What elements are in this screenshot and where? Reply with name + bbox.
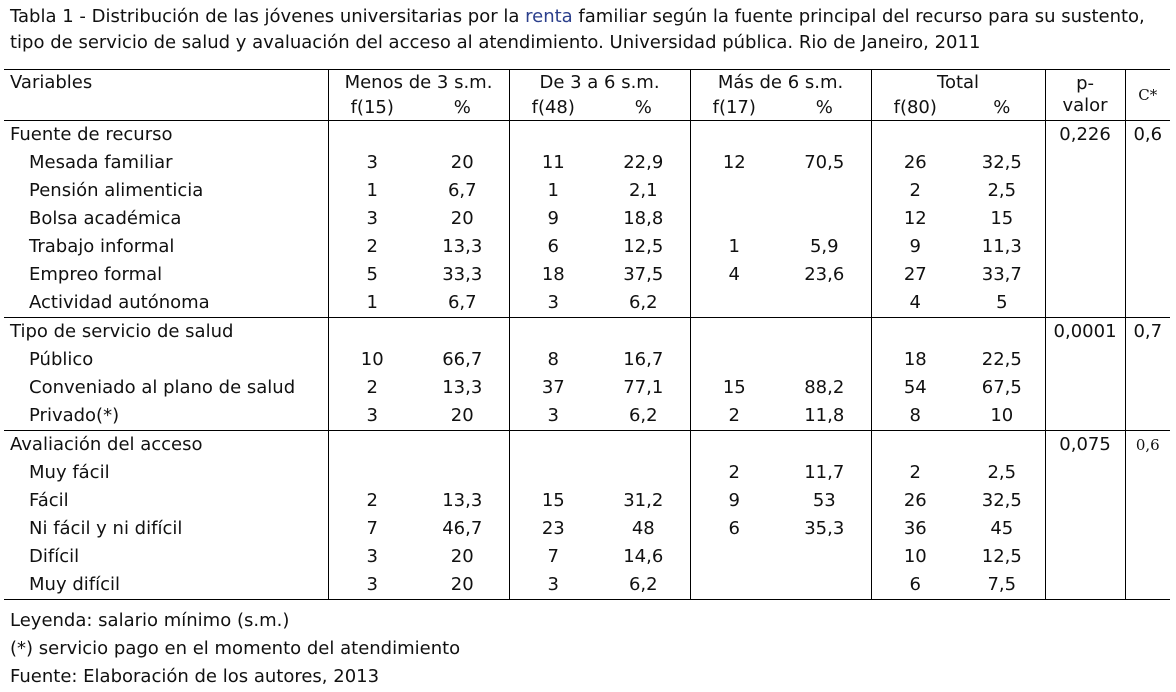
data-table — [4, 69, 1170, 600]
p-value: 0,075 — [1045, 431, 1125, 600]
cell-frequency: 11 — [509, 149, 597, 177]
header-sub-pct: % — [634, 97, 652, 118]
row-label: Actividad autónoma — [29, 292, 210, 313]
row-label: Bolsa académica — [29, 208, 182, 229]
header-group-3a6: De 3 a 6 s.m. — [509, 70, 690, 97]
empty-cell — [959, 121, 1045, 150]
empty-cell — [416, 318, 509, 347]
cell-frequency: 3 — [328, 571, 416, 600]
c-value: 0,6 — [1125, 431, 1170, 600]
cell-percent: 67,5 — [981, 377, 1022, 398]
empty-cell — [959, 318, 1045, 347]
empty-cell — [597, 431, 690, 460]
cell-percent: 6,2 — [628, 405, 658, 426]
table-row — [4, 177, 1170, 205]
cell-percent: 53 — [812, 490, 836, 511]
section-title: Tipo de servicio de salud — [4, 318, 328, 347]
table-caption — [10, 4, 1160, 56]
empty-cell — [871, 431, 959, 460]
cell-frequency: 3 — [509, 289, 597, 318]
row-label: Privado(*) — [29, 405, 120, 426]
cell-percent: 12,5 — [981, 546, 1022, 567]
table-notes — [10, 607, 460, 691]
cell-frequency: 12 — [690, 149, 778, 177]
cell-frequency: 9 — [690, 487, 778, 515]
cell-frequency: 3 — [509, 571, 597, 600]
table-row — [4, 515, 1170, 543]
cell-percent: 13,3 — [442, 236, 483, 257]
cell-frequency: 23 — [509, 515, 597, 543]
cell-percent: 6,7 — [447, 180, 477, 201]
header-group-mas6: Más de 6 s.m. — [690, 70, 871, 97]
cell-percent: 46,7 — [442, 518, 483, 539]
cell-frequency: 9 — [871, 233, 959, 261]
cell-percent: 33,3 — [442, 264, 483, 285]
cell-percent: 5 — [996, 292, 1008, 313]
p-value: 0,226 — [1045, 121, 1125, 318]
cell-percent: 2,1 — [628, 180, 658, 201]
empty-cell — [328, 121, 416, 150]
empty-cell — [416, 121, 509, 150]
table-row — [4, 402, 1170, 431]
cell-percent: 10 — [990, 405, 1014, 426]
cell-percent — [778, 289, 871, 318]
empty-cell — [778, 121, 871, 150]
cell-percent: 11,8 — [804, 405, 845, 426]
header-group-total: Total — [871, 70, 1045, 97]
cell-frequency: 3 — [328, 402, 416, 431]
note-legend: Leyenda: salario mínimo (s.m.) — [10, 610, 290, 631]
cell-percent: 33,7 — [981, 264, 1022, 285]
cell-percent: 70,5 — [804, 152, 845, 173]
cell-percent: 18,8 — [623, 208, 664, 229]
cell-frequency: 3 — [328, 543, 416, 571]
cell-percent: 45 — [990, 518, 1014, 539]
cell-frequency: 27 — [871, 261, 959, 289]
table-row — [4, 289, 1170, 318]
section-title: Fuente de recurso — [4, 121, 328, 150]
cell-percent: 20 — [416, 571, 509, 600]
cell-frequency: 7 — [328, 515, 416, 543]
cell-frequency: 12 — [871, 205, 959, 233]
c-value: 0,7 — [1125, 318, 1170, 431]
cell-frequency: 3 — [509, 402, 597, 431]
cell-percent — [778, 571, 871, 600]
cell-percent — [778, 543, 871, 571]
row-label: Difícil — [29, 546, 80, 567]
cell-frequency: 8 — [871, 402, 959, 431]
cell-percent: 7,5 — [959, 571, 1045, 600]
table-row — [4, 261, 1170, 289]
cell-percent: 23,6 — [804, 264, 845, 285]
empty-cell — [509, 318, 597, 347]
cell-percent: 31,2 — [623, 490, 664, 511]
row-label: Muy fácil — [29, 462, 110, 483]
cell-percent: 32,5 — [981, 490, 1022, 511]
caption-highlight: renta — [525, 6, 573, 27]
section-row — [4, 431, 1170, 460]
table-row — [4, 487, 1170, 515]
cell-percent — [778, 177, 871, 205]
cell-frequency — [690, 177, 778, 205]
cell-frequency: 6 — [690, 515, 778, 543]
cell-percent: 12,5 — [623, 236, 664, 257]
cell-frequency: 9 — [509, 205, 597, 233]
cell-frequency: 18 — [509, 261, 597, 289]
note-source: Fuente: Elaboración de los autores, 2013 — [10, 666, 380, 687]
header-pvalue: p-valor — [1045, 70, 1125, 121]
cell-frequency — [690, 346, 778, 374]
table-row — [4, 543, 1170, 571]
cell-frequency: 2 — [328, 487, 416, 515]
cell-frequency: 1 — [690, 233, 778, 261]
cell-frequency — [509, 459, 597, 487]
caption-part2: familiar según la fuente principal del recurso para su sustento, tipo de servicio de salud y avaluación del acceso al atendimiento. Universidad pública. Rio de Janeiro, 2011 — [10, 6, 1145, 53]
row-label: Público — [29, 349, 94, 370]
empty-cell — [597, 121, 690, 150]
cell-frequency: 2 — [328, 374, 416, 402]
empty-cell — [690, 431, 778, 460]
cell-frequency: 5 — [328, 261, 416, 289]
table-row — [4, 149, 1170, 177]
cell-frequency: 6 — [509, 233, 597, 261]
cell-frequency: 54 — [871, 374, 959, 402]
table-row — [4, 205, 1170, 233]
header-sub-f: f(48) — [509, 96, 597, 121]
empty-cell — [690, 121, 778, 150]
header-sub-pct: % — [993, 97, 1011, 118]
row-label: Pensión alimenticia — [29, 180, 204, 201]
cell-percent: 6,2 — [628, 292, 658, 313]
empty-cell — [959, 431, 1045, 460]
header-sub-f: f(15) — [328, 96, 416, 121]
cell-percent: 13,3 — [442, 490, 483, 511]
cell-percent: 66,7 — [442, 349, 483, 370]
cell-percent — [778, 205, 871, 233]
empty-cell — [328, 318, 416, 347]
empty-cell — [509, 431, 597, 460]
cell-frequency: 2 — [690, 459, 778, 487]
header-sub-f: f(17) — [690, 96, 778, 121]
cell-percent: 14,6 — [623, 546, 664, 567]
section-title: Avaliación del acceso — [4, 431, 328, 460]
cell-frequency: 36 — [871, 515, 959, 543]
cell-percent: 5,9 — [809, 236, 839, 257]
empty-cell — [416, 431, 509, 460]
cell-frequency: 4 — [871, 289, 959, 318]
cell-frequency: 8 — [509, 346, 597, 374]
cell-frequency: 2 — [871, 177, 959, 205]
p-value: 0,0001 — [1045, 318, 1125, 431]
cell-percent: 22,9 — [623, 152, 664, 173]
cell-percent: 11,3 — [981, 236, 1022, 257]
cell-percent: 88,2 — [804, 377, 845, 398]
cell-frequency: 4 — [690, 261, 778, 289]
cell-percent: 37,5 — [623, 264, 664, 285]
c-value: 0,6 — [1125, 121, 1170, 318]
cell-frequency — [690, 289, 778, 318]
table-row — [4, 571, 1170, 600]
cell-frequency: 6 — [871, 571, 959, 600]
cell-frequency: 7 — [509, 543, 597, 571]
cell-frequency: 3 — [328, 205, 416, 233]
cell-percent — [597, 459, 690, 487]
cell-percent: 48 — [631, 518, 655, 539]
cell-percent: 77,1 — [623, 377, 664, 398]
row-label: Muy difícil — [4, 571, 328, 600]
cell-percent: 2,5 — [987, 180, 1017, 201]
note-private: (*) servicio pago en el momento del atendimiento — [10, 638, 461, 659]
cell-percent: 15 — [990, 208, 1014, 229]
cell-frequency — [690, 205, 778, 233]
cell-frequency: 2 — [328, 233, 416, 261]
cell-frequency: 1 — [328, 177, 416, 205]
cell-percent: 32,5 — [981, 152, 1022, 173]
cell-percent: 22,5 — [981, 349, 1022, 370]
cell-percent: 35,3 — [804, 518, 845, 539]
cell-frequency: 26 — [871, 487, 959, 515]
header-sub-f: f(80) — [871, 96, 959, 121]
cell-percent: 20 — [450, 152, 474, 173]
table-row — [4, 346, 1170, 374]
cell-percent — [416, 459, 509, 487]
section-row — [4, 318, 1170, 347]
cell-percent — [778, 346, 871, 374]
empty-cell — [597, 318, 690, 347]
cell-percent: 6,7 — [447, 292, 477, 313]
empty-cell — [509, 121, 597, 150]
cell-frequency: 18 — [871, 346, 959, 374]
header-group-menos3: Menos de 3 s.m. — [328, 70, 509, 97]
row-label: Trabajo informal — [29, 236, 175, 257]
cell-frequency: 1 — [328, 289, 416, 318]
cell-percent: 20 — [450, 208, 474, 229]
cell-frequency: 15 — [509, 487, 597, 515]
header-sub-pct: % — [815, 97, 833, 118]
cell-frequency: 37 — [509, 374, 597, 402]
empty-cell — [871, 121, 959, 150]
empty-cell — [778, 431, 871, 460]
cell-percent: 16,7 — [623, 349, 664, 370]
caption-part1: Tabla 1 - Distribución de las jóvenes universitarias por la — [10, 6, 526, 27]
row-label: Fácil — [29, 490, 69, 511]
cell-percent: 13,3 — [442, 377, 483, 398]
empty-cell — [690, 318, 778, 347]
header-row-1 — [4, 70, 1170, 97]
cell-frequency: 10 — [871, 543, 959, 571]
row-label: Ni fácil y ni difícil — [29, 518, 183, 539]
row-label: Empreo formal — [29, 264, 163, 285]
header-c: C* — [1125, 70, 1170, 121]
empty-cell — [328, 431, 416, 460]
header-sub-pct: % — [453, 97, 471, 118]
cell-frequency: 2 — [690, 402, 778, 431]
cell-frequency: 3 — [328, 149, 416, 177]
table-row — [4, 459, 1170, 487]
cell-percent: 11,7 — [804, 462, 845, 483]
row-label: Conveniado al plano de salud — [29, 377, 296, 398]
cell-percent: 2,5 — [987, 462, 1017, 483]
empty-cell — [871, 318, 959, 347]
cell-frequency — [690, 571, 778, 600]
table-row — [4, 374, 1170, 402]
header-variables: Variables — [4, 70, 328, 121]
cell-frequency: 26 — [871, 149, 959, 177]
cell-frequency — [690, 543, 778, 571]
cell-percent: 6,2 — [597, 571, 690, 600]
cell-percent: 20 — [450, 546, 474, 567]
row-label: Mesada familiar — [29, 152, 173, 173]
cell-frequency: 10 — [328, 346, 416, 374]
cell-frequency: 15 — [690, 374, 778, 402]
cell-frequency: 2 — [871, 459, 959, 487]
table-row — [4, 233, 1170, 261]
cell-percent: 20 — [450, 405, 474, 426]
section-row — [4, 121, 1170, 150]
cell-frequency: 1 — [509, 177, 597, 205]
empty-cell — [778, 318, 871, 347]
cell-frequency — [328, 459, 416, 487]
